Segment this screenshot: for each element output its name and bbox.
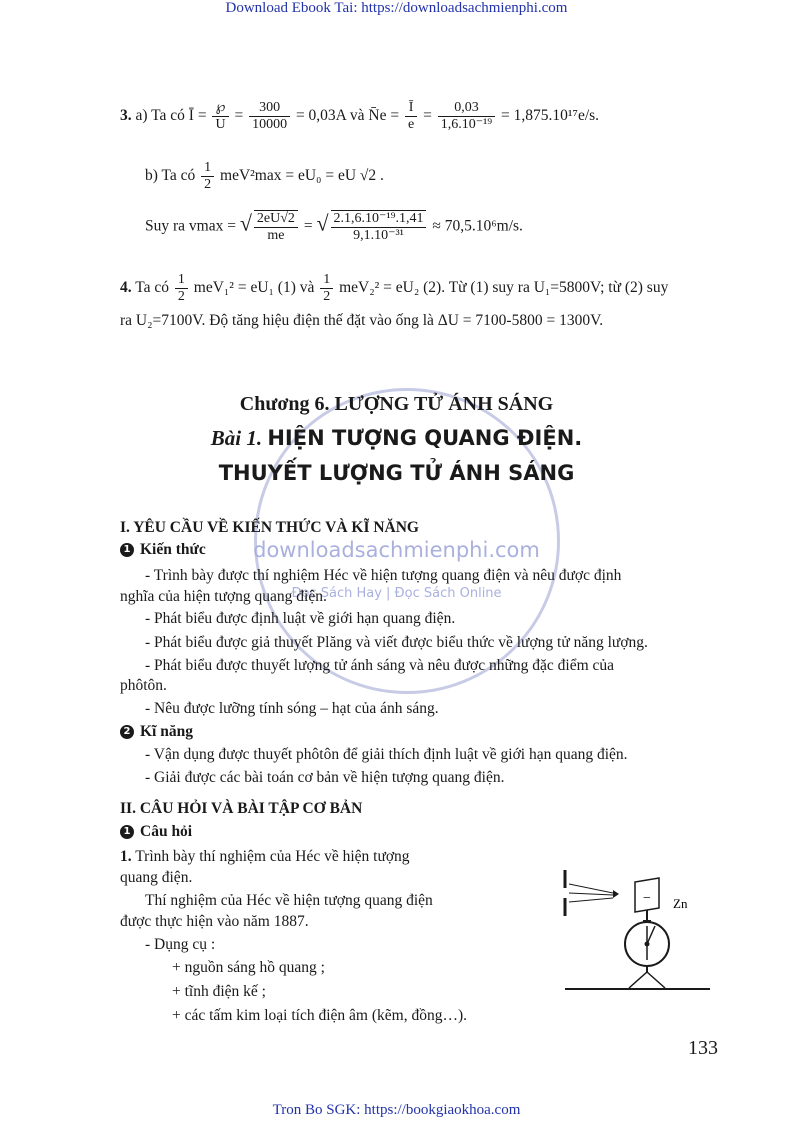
tool-item: + nguồn sáng hồ quang ;	[172, 959, 325, 976]
fraction: $\frac{0,03}{\text{1,6.10⁻¹⁹}}$	[438, 100, 495, 133]
fraction: $\frac{1}{2}$	[201, 160, 214, 193]
numbered-bullet-icon: 1	[120, 825, 134, 839]
answer-4: 4. Ta có $\frac{1}{2}$ meV₁² = eU₁ (1) và $\frac{1}{2}$ meV₂² = eU₂ (2). Từ (1) suy ra U₁=5800V; từ (2) suy	[120, 272, 669, 304]
page-footer: Tron Bo SGK: https://bookgiaokhoa.com	[272, 1102, 521, 1118]
skill-item: - Vận dụng được thuyết phôtôn để giải thích định luật về giới hạn quang điện.	[145, 746, 628, 763]
watermark-text: downloadsachmienphi.com	[253, 538, 540, 562]
answer-3a: 3. a) Ta có Ī = $\frac{℘}{U}$ = $\frac{300}{10000}$ = 0,03A và N̄e = $\frac{Ī}{e}$ = $\frac{0,03}{\text{1,6.10⁻¹⁹}}$ = 1,875.10¹⁷e/s.	[120, 100, 600, 132]
section-2-title: II. CÂU HỎI VÀ BÀI TẬP CƠ BẢN	[120, 800, 363, 817]
numbered-bullet-icon: 1	[120, 543, 134, 557]
answer-4-line2: ra U₂=7100V. Độ tăng hiệu điện thế đặt vào ống là ΔU = 7100-5800 = 1300V.	[120, 312, 604, 329]
tool-item: + các tấm kim loại tích điện âm (kẽm, đồng…).	[172, 1007, 467, 1024]
page-number: 133	[688, 1037, 718, 1059]
skills-heading: 2 Kĩ năng	[120, 722, 193, 742]
chapter-title: Chương 6. LƯỢNG TỬ ÁNH SÁNG	[239, 393, 554, 415]
answer-paragraph-cont: được thực hiện vào năm 1887.	[120, 913, 309, 930]
knowledge-heading: 1 Kiến thức	[120, 540, 206, 560]
tool-item: + tĩnh điện kế ;	[172, 983, 266, 1000]
knowledge-item-cont: nghĩa của hiện tượng quang điện.	[120, 588, 327, 605]
fraction: $\frac{1}{2}$	[175, 272, 188, 305]
lesson-title: Bài 1. HIỆN TƯỢNG QUANG ĐIỆN.	[210, 426, 583, 450]
fraction: $\frac{Ī}{e}$	[405, 100, 417, 133]
question-1-cont: quang điện.	[120, 869, 193, 886]
knowledge-item: - Phát biểu được định luật về giới hạn quang điện.	[145, 610, 456, 627]
answer-paragraph: Thí nghiệm của Héc về hiện tượng quang điện	[145, 892, 433, 909]
knowledge-item: - Trình bày được thí nghiệm Héc về hiện tượng quang điện và nêu được định	[145, 567, 622, 584]
numbered-bullet-icon: 2	[120, 725, 134, 739]
knowledge-item-cont: phôtôn.	[120, 677, 167, 694]
zinc-label: Zn	[673, 896, 688, 911]
knowledge-item: - Nêu được lưỡng tính sóng – hạt của ánh sáng.	[145, 700, 439, 717]
answer-number: 4.	[120, 279, 132, 297]
knowledge-item: - Phát biểu được thuyết lượng tử ánh sáng và nêu được những đặc điểm của	[145, 657, 615, 674]
page-header: Download Ebook Tai: https://downloadsachmienphi.com	[225, 0, 568, 16]
fraction: $\frac{1}{2}$	[320, 272, 333, 305]
section-1-title: I. YÊU CẦU VỀ KIẾN THỨC VÀ KĨ NĂNG	[120, 519, 419, 536]
fraction: $\frac{℘}{U}$	[212, 100, 228, 133]
tools-label: - Dụng cụ :	[145, 936, 216, 953]
question-1: 1. Trình bày thí nghiệm của Héc về hiện tượng	[120, 848, 410, 865]
watermark-subtext: Đọc Sách Hay | Đọc Sách Online	[291, 586, 502, 601]
skill-item: - Giải được các bài toán cơ bản về hiện tượng quang điện.	[145, 769, 505, 786]
questions-heading: 1 Câu hỏi	[120, 822, 192, 842]
electroscope-figure	[555, 860, 715, 1000]
fraction: $\frac{300}{10000}$	[249, 100, 290, 133]
fraction: $\frac{2eU√2}{me}$	[254, 210, 298, 244]
charge-sign: −	[643, 891, 651, 906]
knowledge-item: - Phát biểu được giả thuyết Plăng và viết được biểu thức về lượng tử năng lượng.	[145, 634, 648, 651]
answer-3c: Suy ra vmax = √ $\frac{2eU√2}{me}$ = √ $\frac{\text{2.1,6.10⁻¹⁹.1,41}}{\text{9,1.10⁻³¹}}$ ≈ 70,5.10⁶m/s.	[145, 210, 523, 243]
fraction: $\frac{\text{2.1,6.10⁻¹⁹.1,41}}{\text{9,1.10⁻³¹}}$	[331, 210, 427, 244]
answer-3b: b) Ta có $\frac{1}{2}$ meV²max = eU₀ = eU √2 .	[145, 160, 384, 192]
answer-number: 3.	[120, 107, 132, 125]
lesson-subtitle: THUYẾT LƯỢNG TỬ ÁNH SÁNG	[218, 461, 575, 485]
